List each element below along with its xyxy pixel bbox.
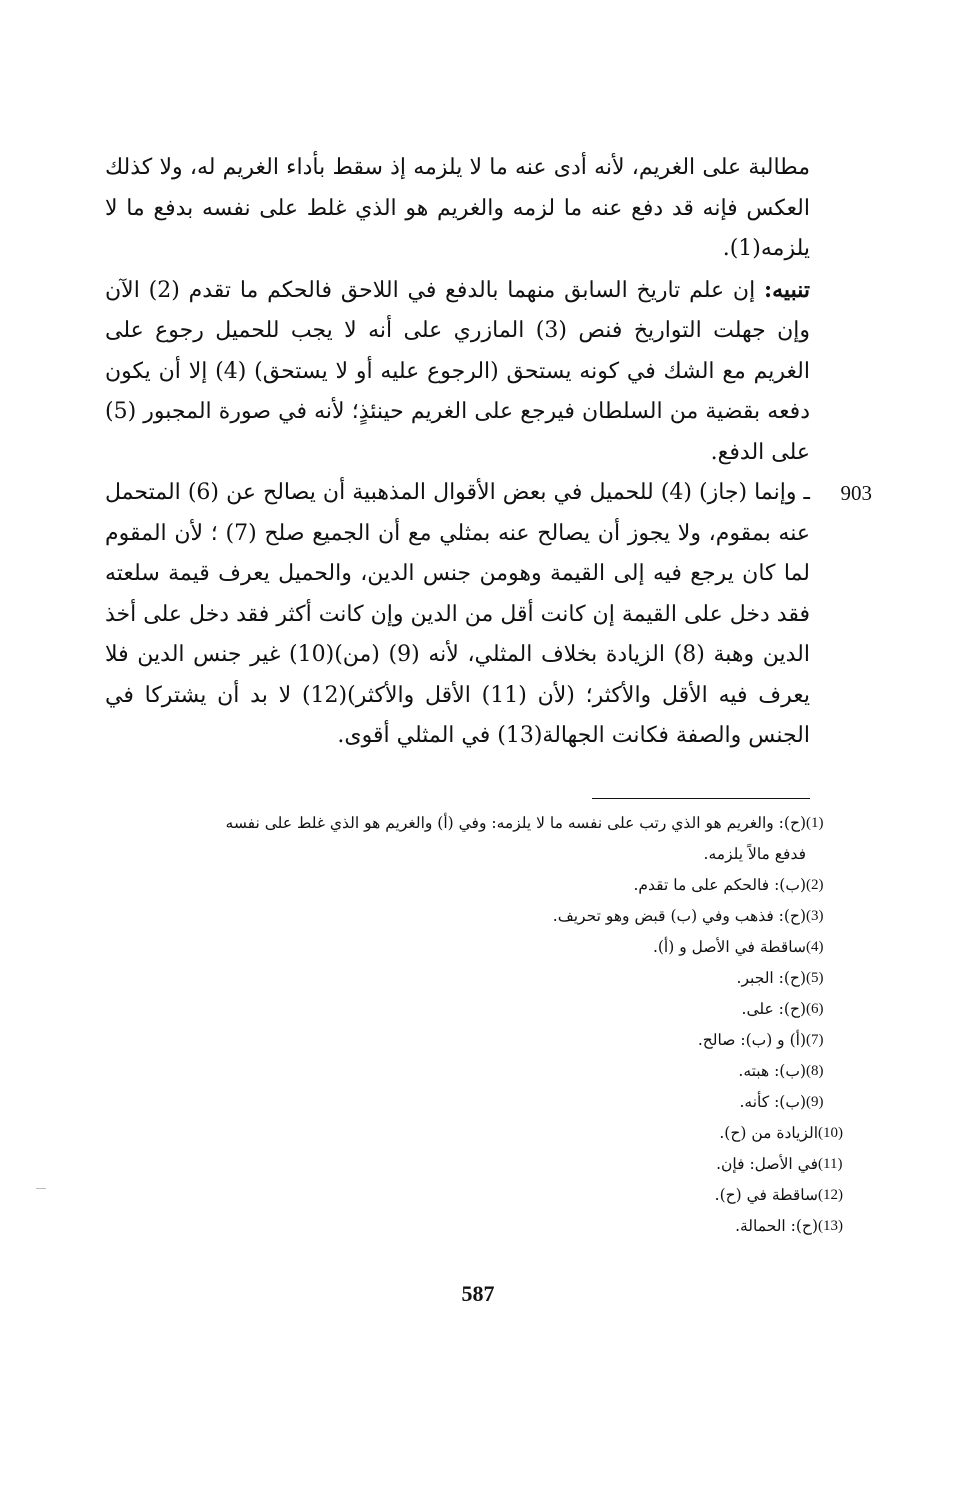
paragraph-903-text: ـ وإنما (جاز) (4) للحميل في بعض الأقوال المذهبية أن يصالح عن (6) المتحمل عنه بمقوم، ولا يجوز أن يصالح عنه بمثلي مع أن الجميع صلح (7) ؛ لأن المقوم لما كان يرجع فيه إلى القيمة وهومن جنس الدين، والحميل يعرف قيمة سلعته فقد دخل على القيمة إن كانت أقل من الدين وإن كانت أكثر فقد دخل على أخذ الدين وهبة (8) الزيادة بخلاف المثلي، لأنه (9) (من)(10) غير جنس الدين فلا يعرف فيه الأقل والأكثر؛ (لأن (11) الأقل والأكثر)(12) لا بد أن يشتركا في الجنس والصفة فكانت الجهالة(13) في المثلي أقوى. xyxy=(105,480,810,748)
footnote-item xyxy=(130,1149,850,1180)
footnote-item xyxy=(130,1056,850,1087)
footnote-number: (3) xyxy=(806,908,824,924)
footnote-text: (ح): فذهب وفي (ب) قبض وهو تحريف. xyxy=(552,907,806,925)
paragraph-1: مطالبة على الغريم، لأنه أدى عنه ما لا يلزمه إذ سقط بأداء الغريم له، ولا كذلك العكس فإنه قد دفع عنه ما لزمه والغريم هو الذي غلط على نفسه بدفع ما لا يلزمه(1). xyxy=(105,155,810,261)
footnote-text: (أ) و (ب): صالح. xyxy=(697,1031,806,1049)
footnote-item xyxy=(130,1180,850,1211)
entry-number: 903 xyxy=(840,481,872,505)
footnote-text: في الأصل: فإن. xyxy=(716,1155,818,1173)
footnote-text: ساقطة في (ح). xyxy=(714,1186,818,1204)
footnote-number: (4) xyxy=(806,939,824,955)
footnote-text: (ح): الحمالة. xyxy=(735,1217,818,1235)
footnote-text: (ح): والغريم هو الذي رتب على نفسه ما لا يلزمه: وفي (أ) والغريم هو الذي غلط على نفسه xyxy=(225,814,806,832)
footnote-number: (11) xyxy=(818,1156,843,1172)
footnote-item xyxy=(130,1087,850,1118)
footnote-item xyxy=(130,963,850,994)
footnote-number: (7) xyxy=(806,1032,824,1048)
note-heading: تنبيه: xyxy=(764,276,810,303)
footnote-text: (ح): على. xyxy=(741,1000,806,1018)
footnote-number: (8) xyxy=(806,1063,824,1079)
footnote-text: (ب): فالحكم على ما تقدم. xyxy=(633,876,806,894)
footnote-divider xyxy=(592,798,810,799)
footnote-number: (6) xyxy=(806,1001,824,1017)
footnote-number: (10) xyxy=(818,1125,843,1141)
paragraph-2 xyxy=(105,270,810,474)
footnote-number: (9) xyxy=(806,1094,824,1110)
footnote-item xyxy=(130,808,850,839)
footnote-item xyxy=(130,870,850,901)
footnote-text: الزيادة من (ح). xyxy=(719,1124,818,1142)
footnote-number: (12) xyxy=(818,1187,843,1203)
paragraph-903 xyxy=(105,473,872,757)
footnote-number: (13) xyxy=(818,1218,843,1234)
footnote-continuation xyxy=(130,839,850,870)
footnote-item xyxy=(130,1025,850,1056)
footnote-item xyxy=(130,901,850,932)
footnote-text: (ب): هبته. xyxy=(738,1062,806,1080)
footnote-number: (5) xyxy=(806,970,824,986)
footnote-number: (2) xyxy=(806,877,824,893)
footnote-item xyxy=(130,1118,850,1149)
footnote-item xyxy=(130,1211,850,1242)
footnote-text: فدفع مالاً يلزمه. xyxy=(703,845,806,863)
page-number: 587 xyxy=(461,1281,495,1306)
footnotes xyxy=(130,808,850,1242)
paragraph-2-text: إن علم تاريخ السابق منهما بالدفع في اللاحق فالحكم ما تقدم (2) الآن وإن جهلت التواريخ فنص (3) المازري على أنه لا يجب للحميل رجوع على الغريم مع الشك في كونه يستحق (الرجوع عليه أو لا يستحق) (4) إلا أن يكون دفعه بقضية من السلطان فيرجع على الغريم حينئذٍ؛ لأنه في صورة المجبور (5) على الدفع. xyxy=(105,277,810,465)
main-text xyxy=(105,148,872,757)
footnote-item xyxy=(130,994,850,1025)
footnote-text: (ح): الجبر. xyxy=(736,969,806,987)
footnote-item xyxy=(130,932,850,963)
footnote-number: (1) xyxy=(806,815,824,831)
footnote-text: ساقطة في الأصل و (أ). xyxy=(652,938,806,956)
footnote-text: (ب): كأنه. xyxy=(739,1093,806,1111)
margin-mark xyxy=(36,1188,46,1189)
